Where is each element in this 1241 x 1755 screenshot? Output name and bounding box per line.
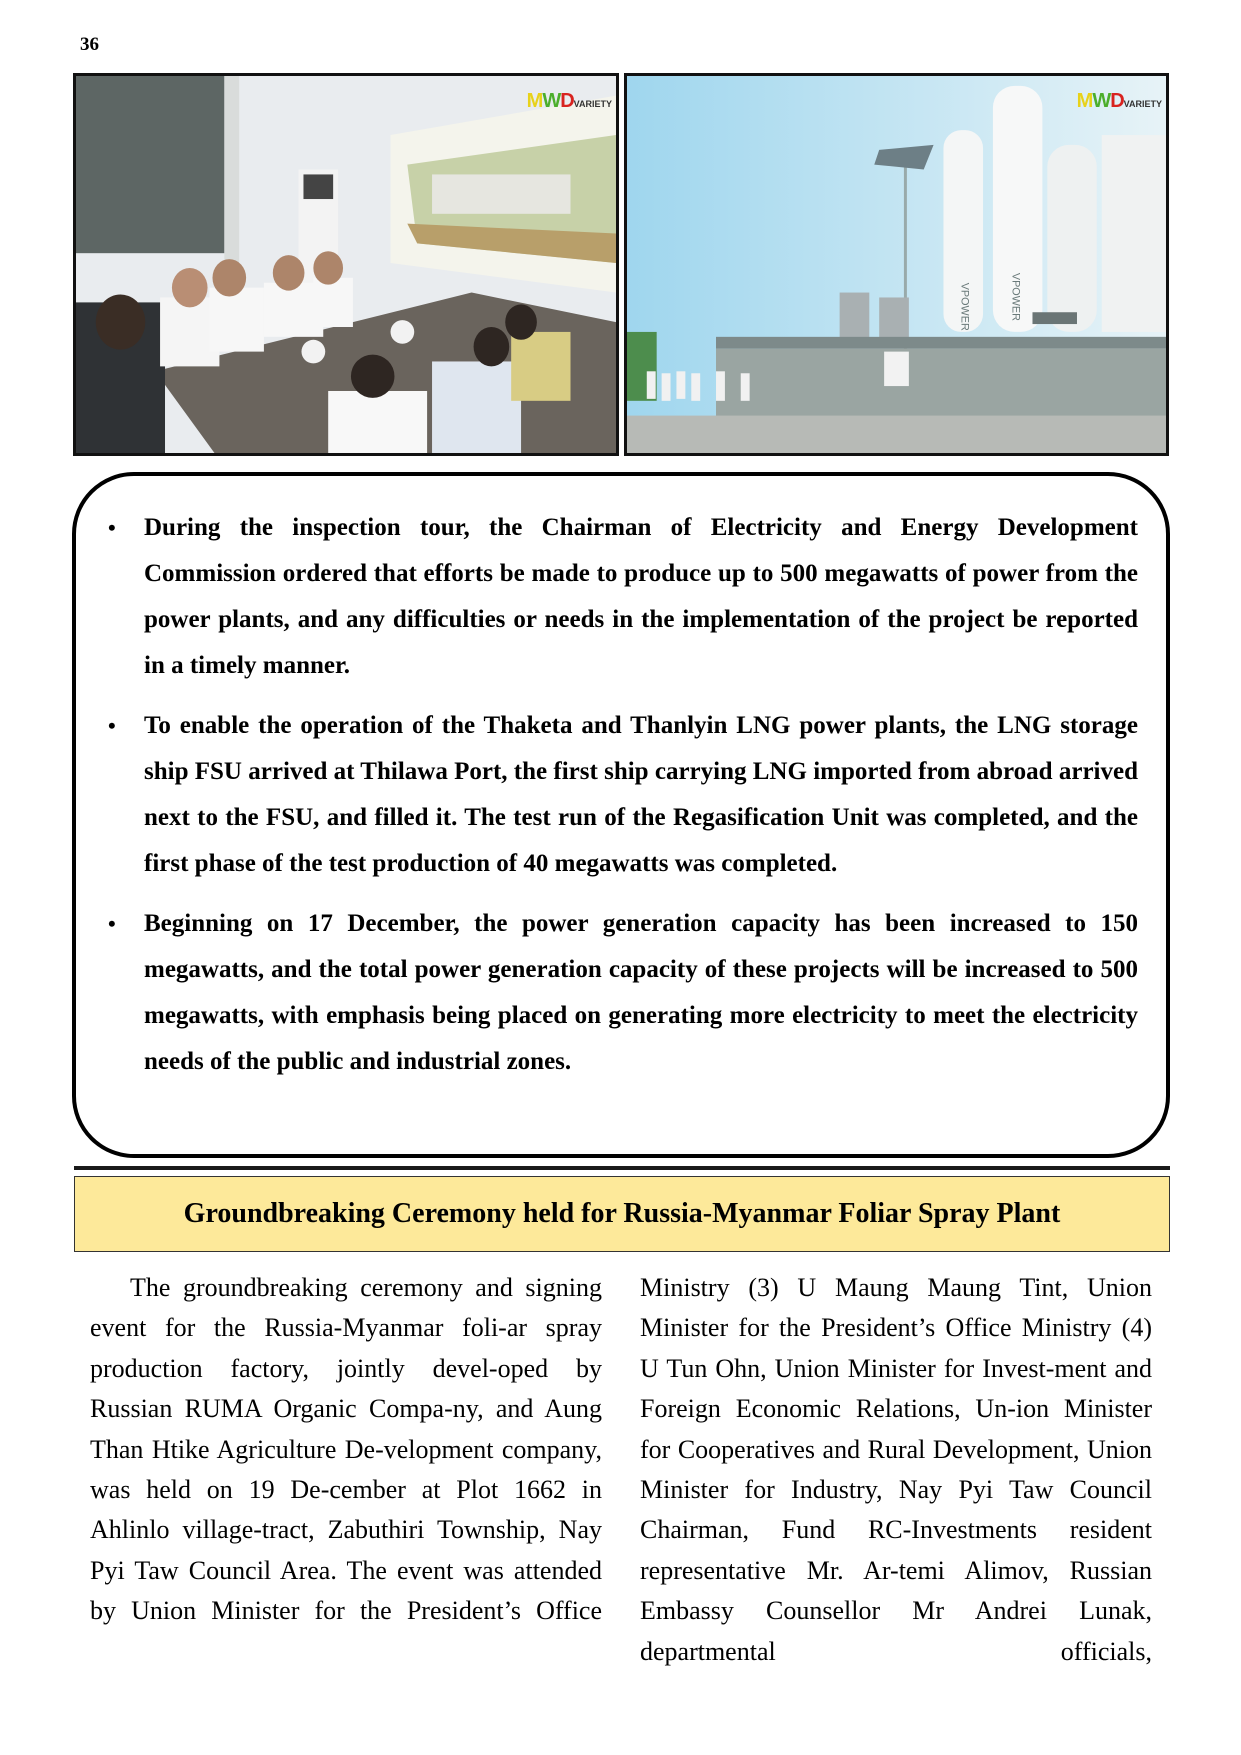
svg-text:VPOWER: VPOWER [958, 282, 971, 331]
bullet-text: During the inspection tour, the Chairman of Electricity and Energy Development Commission ordered that efforts be made to produce up to 500 megawatts of power from the power plants, and any difficulties or needs in the implementation of the project be reported in a timely manner. [144, 514, 1138, 679]
highlights-list [108, 505, 1138, 1099]
photo-lng-plant [624, 73, 1169, 456]
bullet-icon: • [108, 713, 116, 738]
bullet-icon: • [108, 515, 116, 540]
channel-watermark: MWDVARIETY [526, 90, 612, 112]
list-item [108, 703, 1138, 887]
article-column-right [640, 1268, 1152, 1672]
bullet-icon: • [108, 911, 116, 936]
photo-meeting-room [73, 73, 619, 456]
lng-plant-image [627, 76, 1166, 453]
channel-watermark: MWDVARIETY [1076, 90, 1162, 112]
article-paragraph: Ministry (3) U Maung Maung Tint, Union Minister for the President’s Office Ministry (4) U Tun Ohn, Union Minister for Invest-ment and Foreign Economic Relations, Un-ion Minister for Cooperatives and Rural Development, Union Minister for Industry, Nay Pyi Taw Council Chairman, Fund RC-Investments resident representative Mr. Ar-temi Alimov, Russian Embassy Counsellor Mr Andrei Lunak, departmental officials, [640, 1273, 1152, 1666]
bullet-text: Beginning on 17 December, the power generation capacity has been increased to 150 megawatts, and the total power generation capacity of these projects will be increased to 500 megawatts, with emphasis being placed on generating more electricity to meet the electricity needs of the public and industrial zones. [144, 910, 1138, 1075]
list-item [108, 505, 1138, 689]
article-headline-box [74, 1176, 1170, 1252]
meeting-room-image [76, 76, 616, 453]
page-number: 36 [80, 34, 99, 55]
bullet-text: To enable the operation of the Thaketa and Thanlyin LNG power plants, the LNG storage ship FSU arrived at Thilawa Port, the first ship carrying LNG imported from abroad arrived next to the FSU, and filled it. The test run of the Regasification Unit was completed, and the first phase of the test production of 40 megawatts was completed. [144, 712, 1138, 877]
svg-text:VPOWER: VPOWER [1009, 272, 1022, 321]
article-column-left [90, 1268, 602, 1632]
list-item [108, 901, 1138, 1085]
article-paragraph: The groundbreaking ceremony and signing event for the Russia-Myanmar foli-ar spray production factory, jointly devel-oped by Russian RUMA Organic Compa-ny, and Aung Than Htike Agriculture De-velopment company, was held on 19 De-cember at Plot 1662 in Ahlinlo village-tract, Zabuthiri Township, Nay Pyi Taw Council Area. The event was attended by Union Minister for the President’s Office [90, 1273, 602, 1626]
article-headline: Groundbreaking Ceremony held for Russia-Myanmar Foliar Spray Plant [183, 1198, 1061, 1229]
section-divider [74, 1166, 1170, 1170]
